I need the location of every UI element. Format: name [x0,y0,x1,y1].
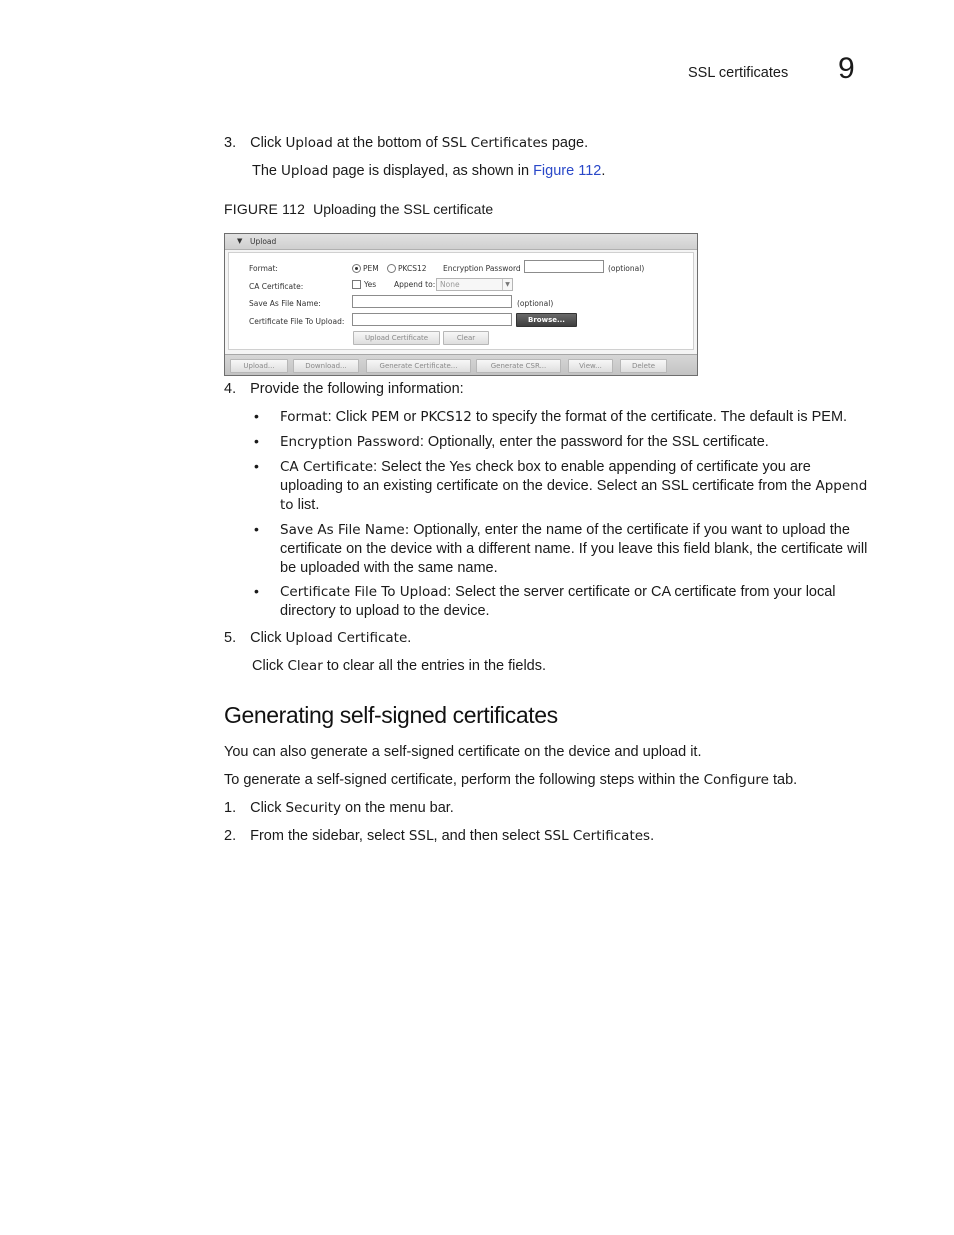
browse-button[interactable]: Browse... [516,313,577,327]
step-5: 5. Click Upload Certificate. [224,630,412,646]
bullet-icon: • [254,583,259,599]
step-number: 3. [224,135,237,151]
chapter-number: 9 [838,52,855,85]
collapse-triangle-icon[interactable]: ▼ [237,237,243,245]
yes-checkbox[interactable] [352,280,361,289]
bullet-save-as-file-name: Save As File Name: Optionally, enter the name of the certificate if you want to upload the certificate on the device with a different name. If you leave this field blank, the certificate will be uploaded with the same name. [280,522,868,576]
pkcs12-label: PKCS12 [398,264,427,273]
panel-footer-toolbar [225,354,697,376]
save-as-input[interactable] [352,295,512,308]
encryption-password-label: Encryption Password [443,264,521,273]
step-number: 5. [224,630,237,646]
generate-certificate-button[interactable]: Generate Certificate... [366,359,471,373]
step-4: 4. Provide the following information: [224,381,464,397]
step-number: 2. [224,828,237,844]
bullet-icon: • [254,458,259,474]
ui-term-ssl-certificates: SSL Certificates [543,828,651,844]
panel-titlebar [225,234,697,250]
bullet-icon: • [254,521,259,537]
section-instructions: To generate a self-signed certificate, perform the following steps within the Configure tab. [224,772,798,788]
bullet-icon: • [254,433,259,449]
section-heading: Generating self-signed certificates [224,702,558,728]
figure-title: Uploading the SSL certificate [313,201,494,217]
running-header-title: SSL certificates [688,65,789,81]
optional-hint: (optional) [608,264,645,273]
figure-caption [224,201,493,217]
step-5-detail: Click Clear to clear all the entries in the fields. [252,658,547,674]
upload-form [228,252,694,350]
encryption-password-input[interactable] [524,260,604,273]
yes-label: Yes [364,280,377,289]
upload-certificate-button[interactable]: Upload Certificate [353,331,440,345]
figure-112-link[interactable]: Figure 112 [533,163,602,179]
step-number: 1. [224,800,237,816]
optional-hint: (optional) [517,299,554,308]
section-step-2: 2. From the sidebar, select SSL, and then select SSL Certificates. [224,828,655,844]
append-to-label: Append to: [394,280,436,289]
delete-button[interactable]: Delete [620,359,667,373]
bullet-icon: • [254,408,259,424]
ui-term-clear: Clear [287,658,323,674]
ui-term-upload: Upload [281,163,329,179]
step-number: 4. [224,381,237,397]
figure-label: FIGURE 112 [224,201,306,217]
bullet-ca-certificate: CA Certificate: Select the Yes check box to enable appending of certificate you are uploading to an existing certificate on the device. Select an SSL certificate from the Append to list. [280,459,868,513]
upload-menu-button[interactable]: Upload... [230,359,288,373]
pem-label: PEM [363,264,379,273]
bullet-format: Format: Click PEM or PKCS12 to specify the format of the certificate. The default is PEM. [280,409,848,425]
cert-file-label: Certificate File To Upload: [249,317,345,326]
section-intro: You can also generate a self-signed certificate on the device and upload it. [224,744,702,760]
cert-file-input[interactable] [352,313,512,326]
upload-screenshot [224,233,698,376]
ui-term-configure: Configure [703,772,769,788]
bullet-encryption-password: Encryption Password: Optionally, enter the password for the SSL certificate. [280,434,769,450]
step-3-detail: The Upload page is displayed, as shown in Figure 112. [252,163,606,179]
ui-term-security: Security [285,800,341,816]
section-step-1: 1. Click Security on the menu bar. [224,800,454,816]
pkcs12-radio[interactable] [387,264,396,273]
bullet-certificate-file-to-upload: Certificate File To Upload: Select the server certificate or CA certificate from your local directory to upload to the device. [280,584,836,619]
ui-term-ssl-certificates: SSL Certificates [441,135,548,151]
dropdown-arrow-icon: ▼ [502,279,512,290]
clear-button[interactable]: Clear [443,331,489,345]
pem-radio[interactable] [352,264,361,273]
panel-title: Upload [250,237,277,246]
generate-csr-button[interactable]: Generate CSR... [476,359,561,373]
ui-term-upload-certificate: Upload Certificate [285,630,408,646]
ui-term-upload: Upload [285,135,333,151]
view-button[interactable]: View... [568,359,613,373]
step-3: 3. Click Upload at the bottom of SSL Certificates page. [224,135,589,151]
append-to-select[interactable]: None ▼ [436,278,513,291]
save-as-label: Save As File Name: [249,299,321,308]
format-label: Format: [249,264,278,273]
ui-term-ssl: SSL [408,828,434,844]
ca-certificate-label: CA Certificate: [249,282,304,291]
download-button[interactable]: Download... [293,359,359,373]
